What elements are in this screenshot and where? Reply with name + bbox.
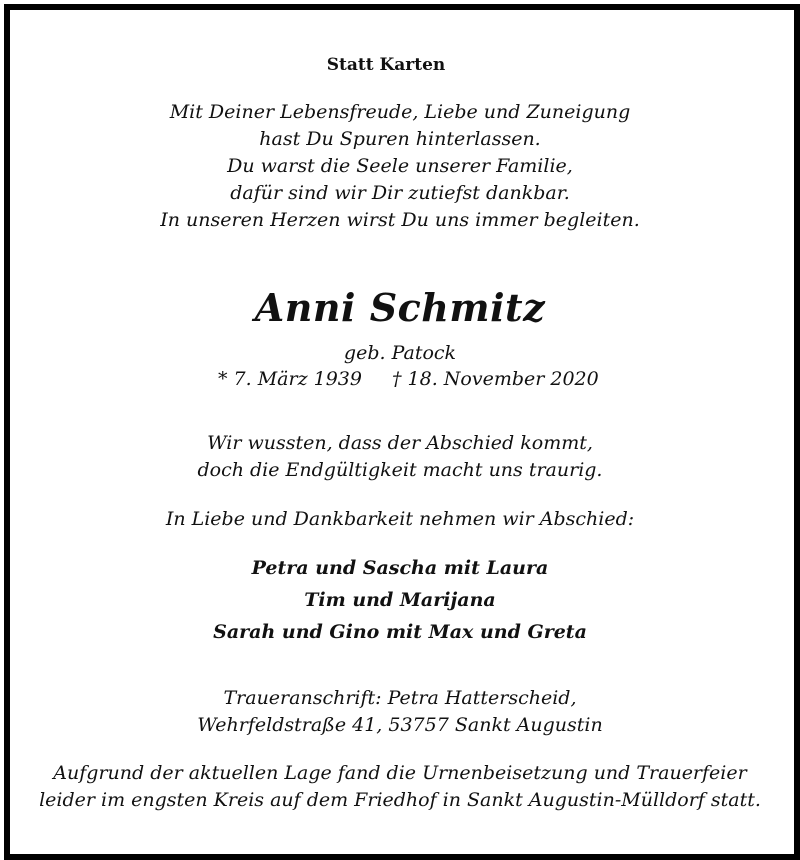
farewell-line: doch die Endgültigkeit macht uns traurig. [197, 459, 603, 481]
mourner-line: Tim und Marijana [304, 589, 496, 611]
poem-line: Mit Deiner Lebensfreude, Liebe und Zuneigung [169, 101, 631, 123]
address-line: Wehrfeldstraße 41, 53757 Sankt Augustin [197, 714, 603, 736]
closing-line: leider im engsten Kreis auf dem Friedhof in Sankt Augustin-Mülldorf statt. [39, 789, 761, 811]
mourner-line: Sarah und Gino mit Max und Greta [213, 621, 587, 643]
poem-line: hast Du Spuren hinterlassen. [259, 128, 541, 150]
farewell-intro: In Liebe und Dankbarkeit nehmen wir Abschied: [165, 508, 635, 530]
birth-date: * 7. März 1939 [218, 368, 362, 390]
poem-line: Du warst die Seele unserer Familie, [227, 155, 573, 177]
birth-name: geb. Patock [343, 342, 457, 364]
death-date: † 18. November 2020 [392, 368, 599, 390]
closing-line: Aufgrund der aktuellen Lage fand die Urnenbeisetzung und Trauerfeier [53, 762, 747, 784]
notice-heading: Statt Karten [326, 55, 446, 75]
deceased-name: Anni Schmitz [254, 285, 546, 330]
poem-line: dafür sind wir Dir zutiefst dankbar. [230, 182, 570, 204]
poem-line: In unseren Herzen wirst Du uns immer begleiten. [160, 209, 640, 231]
farewell-line: Wir wussten, dass der Abschied kommt, [207, 432, 593, 454]
address-line: Traueranschrift: Petra Hatterscheid, [223, 687, 577, 709]
mourner-line: Petra und Sascha mit Laura [251, 557, 549, 579]
